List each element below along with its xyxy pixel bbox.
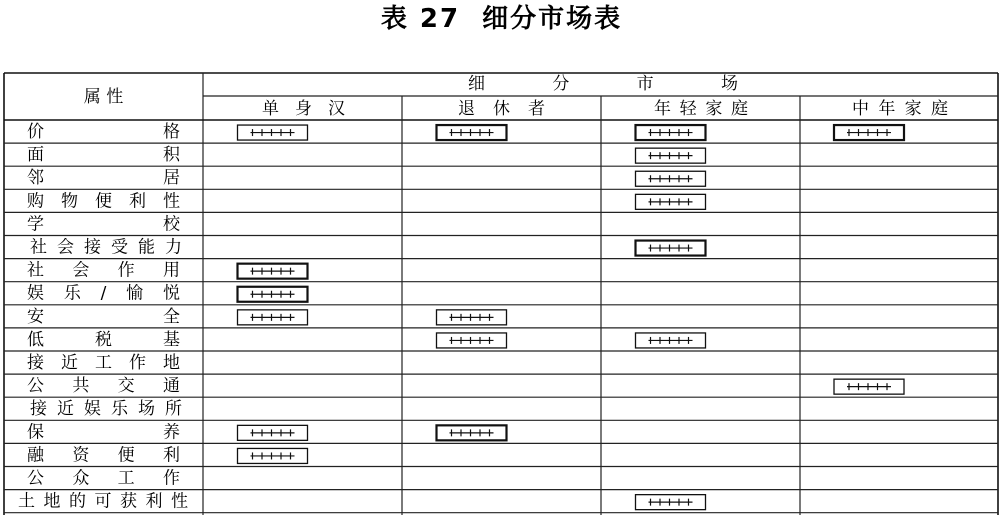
row-label: 低税基 <box>27 329 180 350</box>
row-label: 公众工作 <box>27 468 180 489</box>
row-label: 接近娱乐场所 <box>30 399 182 420</box>
segment-header-3: 年轻家庭 <box>654 99 748 119</box>
segment-header-2: 退休者 <box>458 99 545 119</box>
row-label: 保养 <box>27 422 180 443</box>
row-label: 社会接受能力 <box>30 237 182 258</box>
row-label: 接近工作地 <box>27 353 180 373</box>
row-label: 娱乐/愉悦 <box>27 283 180 304</box>
row-label: 土地的可获利性 <box>18 491 188 512</box>
segment-group-header: 细分市场 <box>468 74 738 94</box>
row-label: 面积 <box>27 145 180 166</box>
row-label: 学校 <box>27 214 180 235</box>
segment-header-1: 单身汉 <box>262 99 345 119</box>
row-label: 融资便利 <box>27 445 180 466</box>
row-label: 社会作用 <box>27 260 180 281</box>
row-label: 购物便利性 <box>27 191 180 212</box>
row-label: 邻居 <box>27 168 180 189</box>
table-title: 表 27 细分市场表 <box>380 4 623 34</box>
row-label: 公共交通 <box>27 376 180 397</box>
row-label: 价格 <box>27 122 180 142</box>
attribute-header: 属 性 <box>83 87 124 107</box>
segment-header-4: 中年家庭 <box>852 99 948 119</box>
row-label: 安全 <box>27 306 180 327</box>
